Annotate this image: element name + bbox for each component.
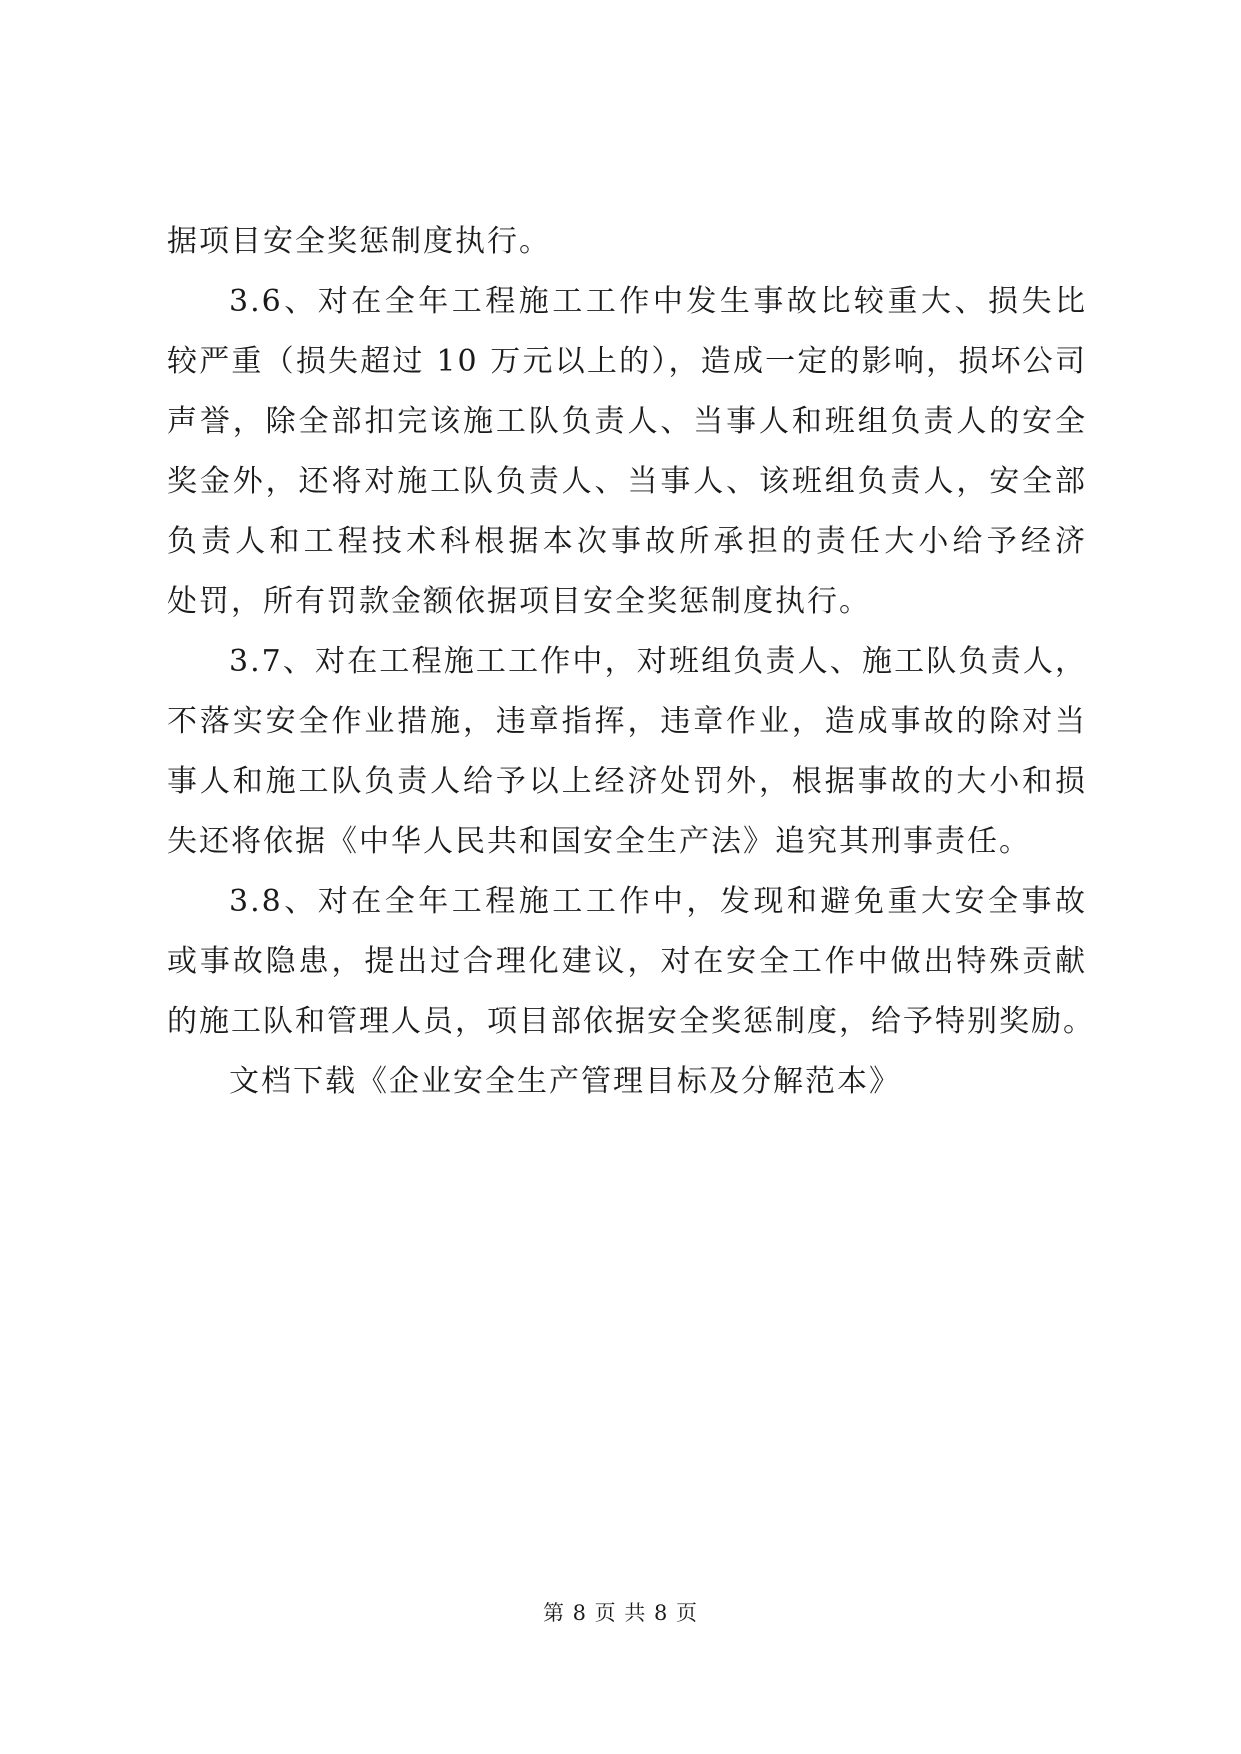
text-line: 据项目安全奖惩制度执行。 xyxy=(167,224,551,259)
text-line: 事人和施工队负责人给予以上经济处罚外，根据事故的大小和损 xyxy=(167,764,1087,799)
text-line: 3.8、对在全年工程施工工作中，发现和避免重大安全事故 xyxy=(229,884,1087,919)
text-line: 的施工队和管理人员，项目部依据安全奖惩制度，给予特别奖励。 xyxy=(167,1004,1095,1039)
text-line: 声誉，除全部扣完该施工队负责人、当事人和班组负责人的安全 xyxy=(167,404,1087,439)
text-line: 失还将依据《中华人民共和国安全生产法》追究其刑事责任。 xyxy=(167,824,1031,859)
text-line: 奖金外，还将对施工队负责人、当事人、该班组负责人，安全部 xyxy=(167,464,1087,499)
paragraph-continuation xyxy=(167,212,1087,272)
text-line: 或事故隐患，提出过合理化建议，对在安全工作中做出特殊贡献 xyxy=(167,944,1087,979)
download-note xyxy=(167,1052,1087,1112)
text-line: 较严重（损失超过 10 万元以上的），造成一定的影响，损坏公司 xyxy=(167,344,1087,379)
paragraph-3-7 xyxy=(167,632,1087,872)
page-number: 第 8 页 共 8 页 xyxy=(542,1601,699,1625)
paragraph-3-6 xyxy=(167,272,1087,632)
text-line: 3.7、对在工程施工工作中，对班组负责人、施工队负责人， xyxy=(229,644,1087,679)
paragraph-3-8 xyxy=(167,872,1095,1052)
text-line: 不落实安全作业措施，违章指挥，违章作业，造成事故的除对当 xyxy=(167,704,1087,739)
document-body xyxy=(167,212,1095,1112)
text-line: 3.6、对在全年工程施工工作中发生事故比较重大、损失比 xyxy=(229,284,1087,319)
text-line: 负责人和工程技术科根据本次事故所承担的责任大小给予经济 xyxy=(167,524,1087,559)
text-line: 处罚，所有罚款金额依据项目安全奖惩制度执行。 xyxy=(167,584,871,619)
download-link-text[interactable]: 文档下载《企业安全生产管理目标及分解范本》 xyxy=(229,1064,901,1099)
